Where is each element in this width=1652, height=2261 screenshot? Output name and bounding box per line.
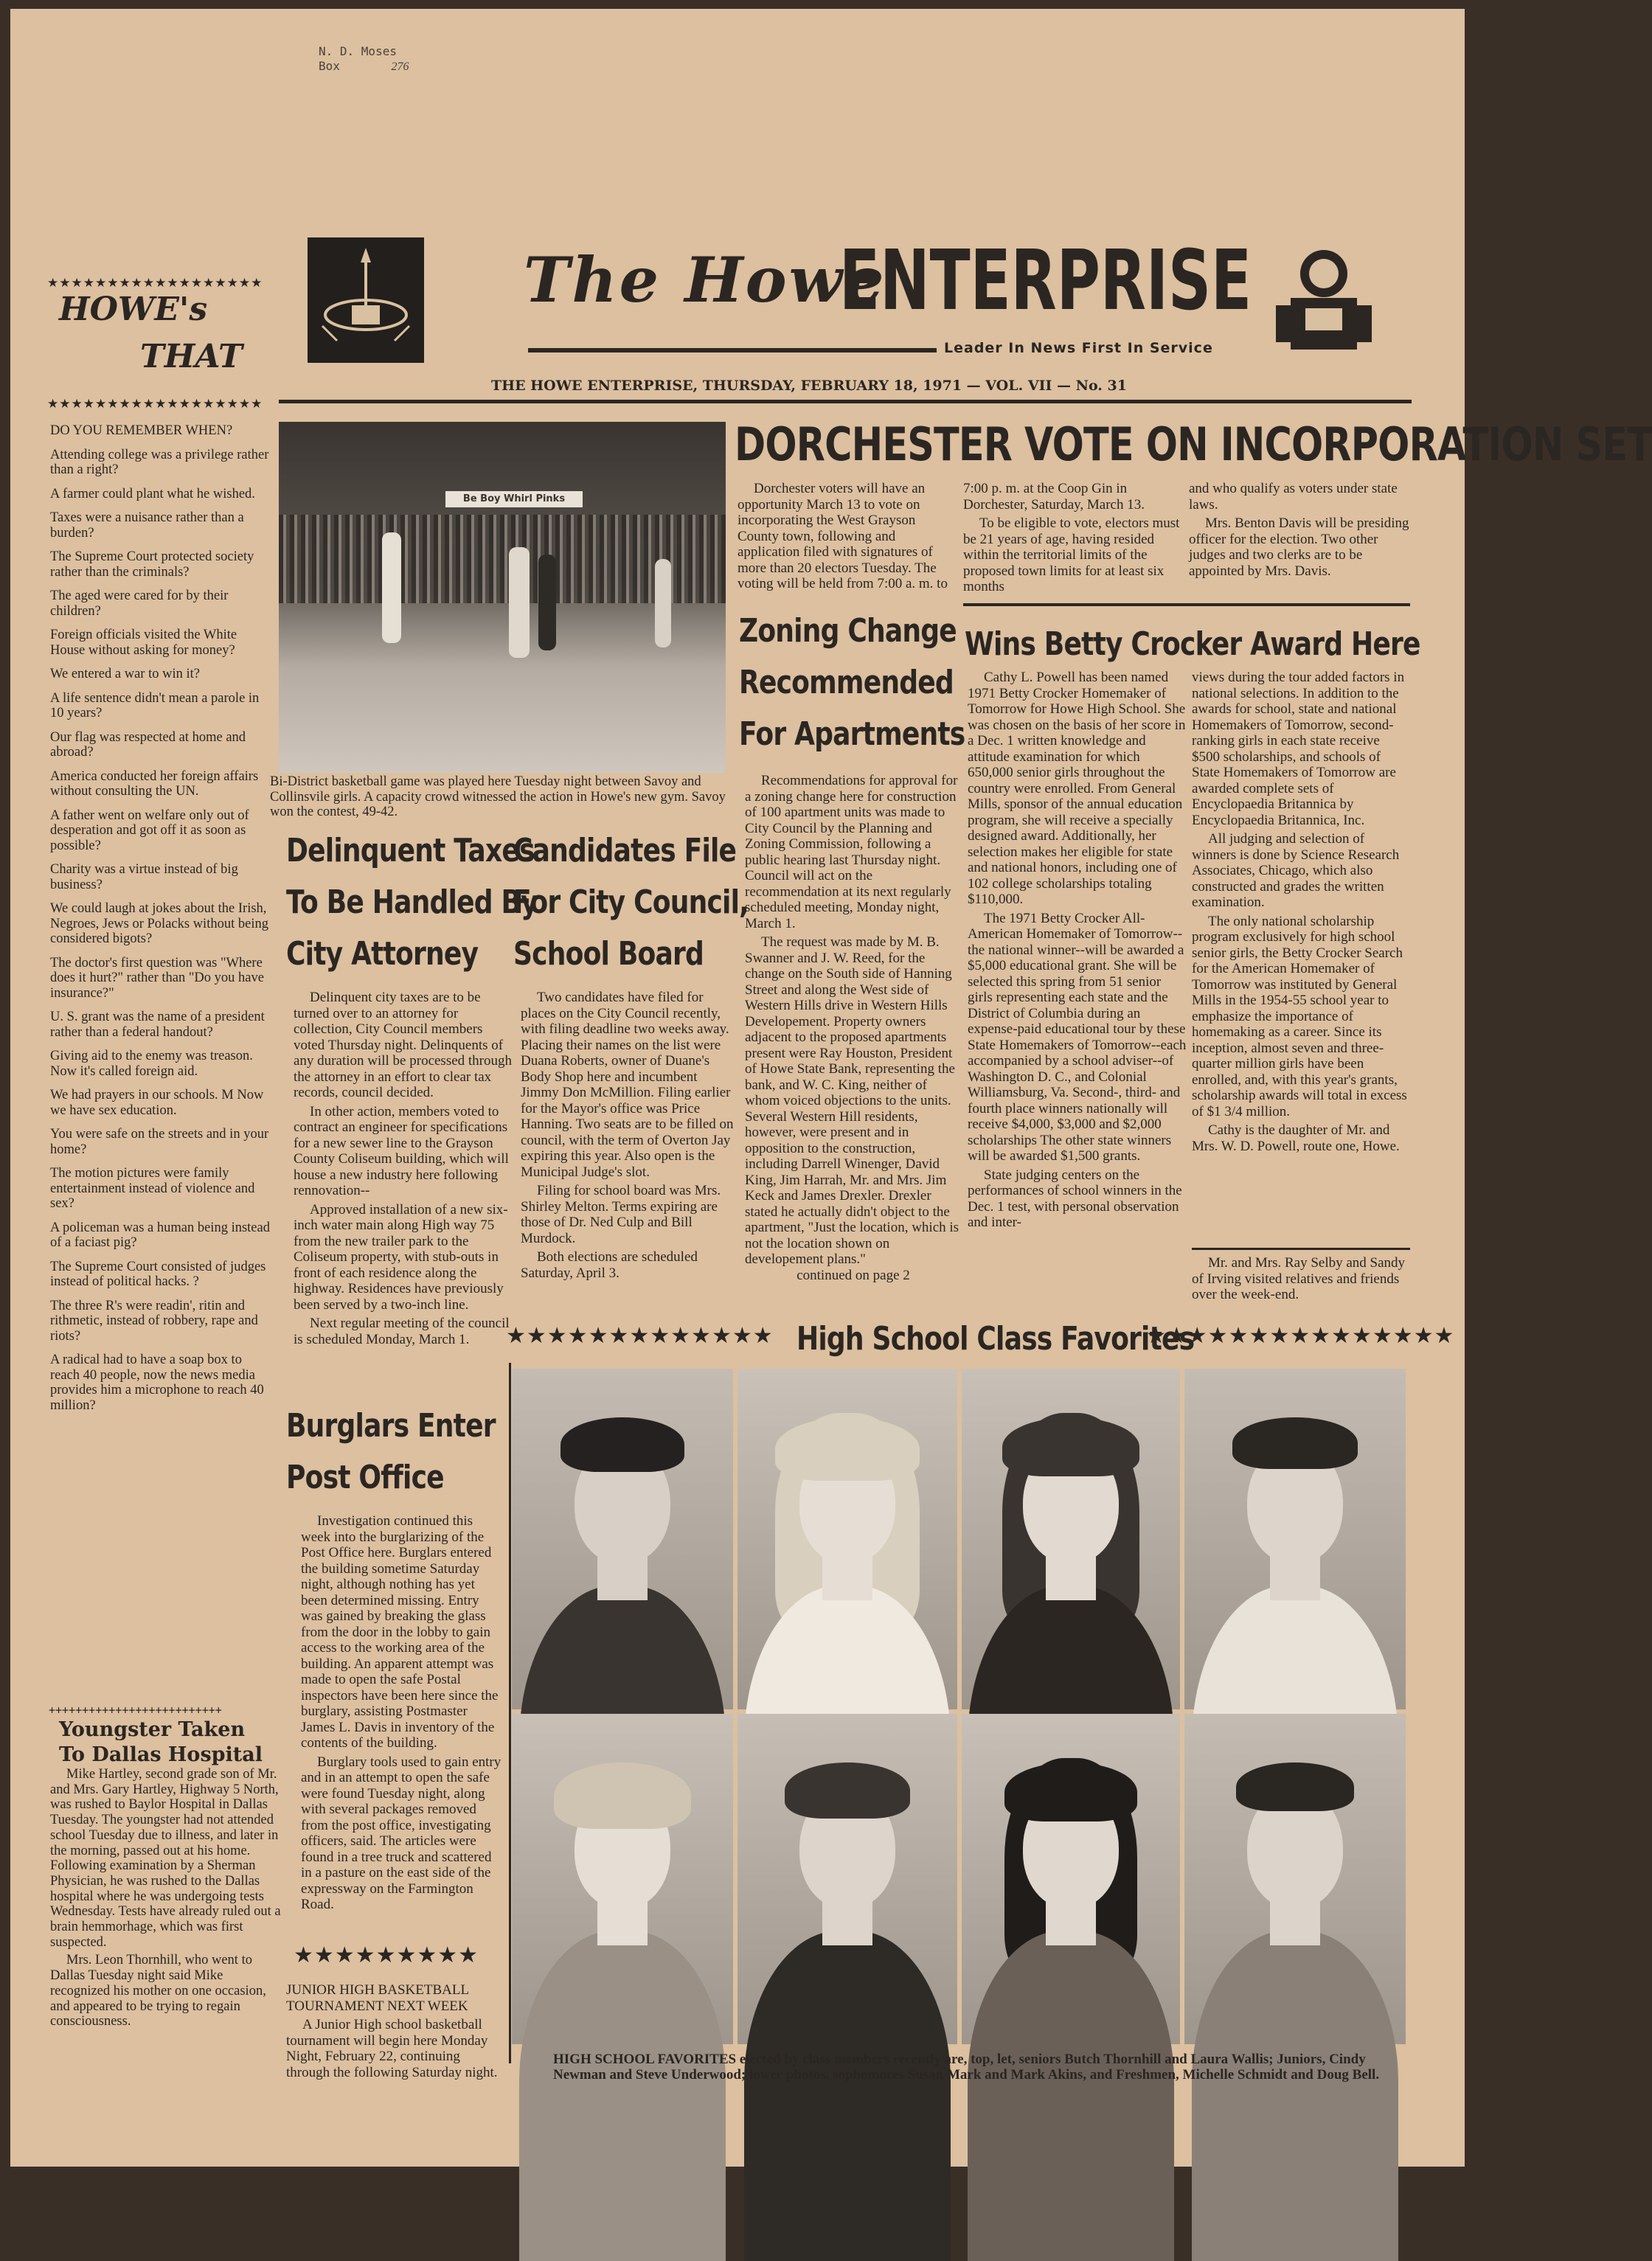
dorchester-bottom-rule (963, 603, 1410, 606)
class-favorite-portrait (738, 1714, 957, 2044)
candidates-headline3: School Board (513, 935, 704, 973)
candidates-paragraph-1: Two candidates have filed for places on the City Council recently, with filing deadline two weeks away. Placing their names on the list were Duana Roberts, owner of Duane's Body Shop here and incumbent Jimmy Don McMillion. Filing earlier for the Mayor's office was Price Hanning. Two seats are to be filled on council, with the term of Overton Jay expiring this year. Also open is the Municipal Judge's slot. (521, 990, 734, 1180)
howes-that-item: U. S. grant was the name of a president rather than a federal handout? (50, 1010, 265, 1040)
portrait-shirt (1192, 1931, 1398, 2261)
portrait-hair-top (1236, 1762, 1354, 1811)
howes-that-item: America conducted her foreign affairs without consulting the UN. (50, 768, 259, 799)
dorchester-col2-para2: To be eligible to vote, electors must be 21 years of age, having resided within the territorial limits of the proposed town limits for at least six months (963, 515, 1180, 594)
selby-note: Mr. and Mrs. Ray Selby and Sandy of Irving visited relatives and friends over the week-end. (1192, 1255, 1406, 1302)
masthead-logo-left (308, 237, 424, 363)
howes-that-item: We entered a war to win it? (50, 667, 200, 681)
junior-stars: ★★★★★★★★★ (294, 1942, 479, 1968)
dorchester-col3 (1189, 481, 1410, 582)
howes-that-item: A life sentence didn't mean a parole in 10 years? (50, 690, 260, 720)
dorchester-col1: Dorchester voters will have an opportunity March 13 to vote on incorporating the West Grayson County town, following and application filed with signatures of more than 20 electors Tuesday. The voting will be held from 7:00 a. m. to (738, 481, 948, 591)
candidates-headline1: Candidates File (513, 832, 737, 869)
burglars-body (301, 1513, 502, 1916)
favorites-stars-left: ★★★★★★★★★★★★★ (506, 1323, 774, 1349)
basketball-player-2 (509, 547, 530, 658)
archive-box-number: 276 (391, 60, 409, 73)
delinquent-headline3: City Attorney (286, 935, 479, 973)
howes-that-item: The doctor's first question was "Where does it hurt?" rather than "Do you have insurance?" (50, 955, 264, 1001)
burglars-headline2: Post Office (286, 1459, 444, 1496)
zoning-paragraph-2: The request was made by M. B. Swanner and J. W. Reed, for the change on the South side of Hanning Street and along the West side of Western Hills drive in Western Hills Developement. Property owners adjacent to the proposed apartments present were Ray Houston, President of Howe State Bank, representing the bank, and W. C. King, neither of whom voiced objections to the units. Several Western Hill residents, however, were present and in opposition to the construction, including Darrell Winenger, David King, Jim Harrah, Mr. and Mrs. Jim Keck and James Drexler. Drexler stated he actually didn't object to the apartment, "Just the location, which is not the location shown on developement plans." (745, 934, 959, 1267)
howes-that-item: You were safe on the streets and in your home? (50, 1127, 269, 1157)
portrait-hair-top (1232, 1417, 1358, 1469)
archive-label-line1: N. D. Moses (319, 44, 397, 58)
howes-that-item: The motion pictures were family entertainment instead of violence and sex? (50, 1166, 255, 1211)
dorchester-headline: DORCHESTER VOTE ON INCORPORATION SET (735, 417, 1652, 471)
portrait-shirt (519, 1931, 726, 2261)
howes-that-item: Attending college was a privilege rather than a right? (50, 447, 269, 477)
basketball-player-3 (538, 555, 556, 650)
crocker-headline: Wins Betty Crocker Award Here (965, 625, 1420, 663)
delinquent-paragraph-2: In other action, members voted to contract an engineer for specifications for a new sewer line to the Grayson County Coliseum building, which will house a new industry here following rennovation-- (294, 1103, 509, 1198)
masthead-rule (528, 348, 937, 352)
candidates-paragraph-3: Both elections are scheduled Saturday, April 3. (521, 1249, 698, 1281)
class-favorite-portrait (962, 1369, 1180, 1709)
youngster-body (50, 1767, 283, 2032)
portrait-shirt (968, 1931, 1174, 2261)
howes-that-item: Taxes were a nuisance rather than a burden? (50, 510, 244, 541)
crocker-col1-para2: The 1971 Betty Crocker All-American Homemaker of Tomorrow--the national winner--will be awarded a $5,000 educational grant. She will be selected this spring from 51 senior girls representing each state and the District of Columbia during an expense-paid educational tour by these State Homemakers of Tomorrow--each accompanied by a school adviser--of Washington D. C., and Colonial Williamsburg, Va. Second-, third- and fourth place winners nationally will receive $4,000, $3,000 and $2,000 scholarships The other state winners will be awarded $1,500 grants. (968, 910, 1187, 1164)
zoning-headline1: Zoning Change (739, 612, 957, 650)
burglars-paragraph-2: Burglary tools used to gain entry and in an attempt to open the safe were found Tuesday night, along with several packages removed from the post office, investigating officers, said. The articles were found in a tree truck and scattered in a pasture on the east side of the expressway on the Farmington Road. (301, 1754, 502, 1912)
howes-that-item: A farmer could plant what he wished. (50, 486, 255, 501)
portrait-hair-top (554, 1762, 691, 1829)
archive-label (319, 44, 409, 74)
howes-that-title1: HOWE's (59, 291, 208, 328)
crocker-bottom-rule (1192, 1248, 1410, 1250)
crocker-col1-para3: State judging centers on the performances of school winners in the Dec. 1 test, with personal observation and inter- (968, 1167, 1182, 1230)
howes-that-item: We could laugh at jokes about the Irish, Negroes, Jews or Polacks without being considered bigots? (50, 901, 268, 946)
masthead-title-block: ENTERPRISE (839, 233, 1252, 329)
delinquent-headline1: Delinquent Taxes (286, 832, 535, 869)
portrait-hair-top (775, 1417, 920, 1481)
masthead-tagline: Leader In News First In Service (944, 340, 1213, 356)
crocker-col1-para1: Cathy L. Powell has been named 1971 Betty Crocker Homemaker of Tomorrow for Howe High School. She was chosen on the basis of her score in a Dec. 1 written knowledge and attitude examination for which 650,000 senior girls throughout the country were enrolled. From General Mills, sponsor of the annual education program, she will receive a specially designed award. Additionally, her selection makes her eligible for state and national honors, including one of 102 college scholarships totaling $110,000. (968, 670, 1186, 907)
delinquent-paragraph-4: Next regular meeting of the council is scheduled Monday, March 1. (294, 1316, 510, 1347)
crocker-col2-para4: Cathy is the daughter of Mr. and Mrs. W. D. Powell, route one, Howe. (1192, 1122, 1400, 1154)
howes-that-divider: ++++++++++++++++++++++++++ (49, 1703, 222, 1717)
candidates-headline2: For City Council, (513, 883, 749, 921)
howes-that-item: Our flag was respected at home and abroad? (50, 729, 246, 760)
portrait-shirt (744, 1931, 951, 2261)
howes-that-list (50, 423, 270, 1422)
howes-that-item: We had prayers in our schools. M Now we have sex education. (50, 1088, 264, 1118)
howes-that-title2: THAT (140, 338, 243, 375)
masthead-logo-right (1268, 240, 1379, 358)
class-favorite-portrait (1184, 1714, 1406, 2044)
howes-that-item: The Supreme Court protected society rather than the criminals? (50, 549, 254, 580)
youngster-paragraph-1: Mike Hartley, second grade son of Mr. and Mrs. Gary Hartley, Highway 5 North, was rushed to Baylor Hospital in Dallas Tuesday. The youngster had not attended school Tuesday due to illness, and later in the morning, passed out at his home. Following examination by a Sherman Physician, he was rushed to the Dallas hospital where he was undergoing tests Wednesday. Tests have already ruled out a brain hemmorhage, which was first suspected. (50, 1767, 281, 1950)
howes-that-item: The three R's were readin', ritin and rithmetic, instead of robbery, rape and riots? (50, 1298, 258, 1344)
masthead-dateline: THE HOWE ENTERPRISE, THURSDAY, FEBRUARY 18, 1971 — VOL. VII — No. 31 (491, 378, 1127, 394)
basketball-photo (279, 422, 726, 773)
favorites-frame-left (509, 1363, 511, 2063)
space-station-icon (308, 237, 424, 363)
junior-title: JUNIOR HIGH BASKETBALL TOURNAMENT NEXT WEEK (286, 1982, 469, 2014)
portrait-hair-top (1004, 1762, 1137, 1821)
howes-that-intro: DO YOU REMEMBER WHEN? (50, 423, 233, 438)
delinquent-headline2: To Be Handled By (286, 883, 538, 921)
burglars-paragraph-1: Investigation continued this week into the burglarizing of the Post Office here. Burglars entered the building sometime Saturday night, although nothing has yet been determined missing. Entry was gained by breaking the glass from the door in the lobby to gain access to the working area of the building. An apparent attempt was made to open the safe Postal inspectors have been here since the burglary, assisting Postmaster James L. Davis in inventory of the contents of the building. (301, 1513, 499, 1751)
zoning-paragraph-1: Recommendations for approval for a zoning change here for construction of 100 apartment units was made to City Council by the Planning and Zoning Commission, following a public hearing last Thursday night. Council will act on the recommendation at its next regularly scheduled meeting, Monday night, March 1. (745, 773, 958, 931)
youngster-headline2: To Dallas Hospital (59, 1743, 263, 1766)
portrait-hair-top (785, 1762, 910, 1819)
youngster-paragraph-2: Mrs. Leon Thornhill, who went to Dallas Tuesday night said Mike recognized his mother on one occasion, and appeared to be trying to regain consciousness. (50, 1953, 266, 2029)
howes-that-item: A radical had to have a soap box to reach 40 people, now the news media provides him a microphone to reach 40 million? (50, 1352, 264, 1413)
crocker-col2 (1192, 670, 1410, 1157)
howes-that-item: A father went on welfare only out of desperation and got off it as soon as possible? (50, 808, 249, 853)
burglars-headline1: Burglars Enter (286, 1407, 496, 1445)
howes-that-item: The aged were cared for by their children? (50, 588, 229, 619)
zoning-headline2: Recommended (739, 664, 954, 701)
howes-that-item: The Supreme Court consisted of judges instead of political hacks. ? (50, 1259, 266, 1289)
favorites-title: High School Class Favorites (796, 1320, 1195, 1358)
howes-that-item: Charity was a virtue instead of big business? (50, 862, 238, 892)
basketball-banner: Be Boy Whirl Pinks (445, 491, 583, 507)
dorchester-col3-para2: Mrs. Benton Davis will be presiding officer for the election. Two other judges and two clerks are to be appointed by Mrs. Davis. (1189, 515, 1409, 579)
newspaper-page (10, 9, 1652, 2167)
archive-label-line2: Box (319, 59, 340, 73)
howes-that-stars-bottom: ★★★★★★★★★★★★★★★★★★ (47, 397, 263, 411)
class-favorite-portrait (1184, 1369, 1406, 1709)
candidates-body (521, 990, 736, 1284)
crocker-col2-para3: The only national scholarship program exclusively for high school senior girls, the Betty Crocker Search for the American Homemaker of Tomorrow was instituted by General Mills in the 1954-55 school year to emphasize the importance of homemaking as a career. Since its inception, almost seven and three-quarter million girls have been enrolled, and, with this year's grants, scholarship awards will total in excess of $1 3/4 million. (1192, 913, 1407, 1119)
portrait-hair-top (560, 1417, 684, 1472)
class-favorite-portrait (738, 1369, 957, 1709)
howes-that-stars-top: ★★★★★★★★★★★★★★★★★★ (47, 276, 263, 291)
favorites-caption: HIGH SCHOOL FAVORITES elected by class members recently are, top, let, seniors Butch Thornhill and Laura Wallis; Juniors, Cindy Newman and Steve Underwood; lower photos, sophomores Susan Mark and Mark Akins, and Freshmen, Michelle Schmidt and Doug Bell. (553, 2052, 1380, 2083)
astronaut-icon (1268, 240, 1379, 358)
masthead-dateline-rule (279, 400, 1412, 403)
crocker-col2-para2: All judging and selection of winners is done by Science Research Associates, Chicago, which also constructed and grades the written examination. (1192, 831, 1400, 910)
zoning-body (745, 773, 962, 1286)
howes-that-item: Foreign officials visited the White House without asking for money? (50, 628, 237, 658)
class-favorite-portrait (512, 1369, 733, 1709)
dorchester-col2 (963, 481, 1184, 598)
junior-body: A Junior High school basketball tournament will begin here Monday Night, February 22, continuing through the following Saturday night. (286, 2017, 498, 2080)
crocker-col1 (968, 670, 1189, 1234)
portrait-hair-top (1002, 1417, 1139, 1476)
class-favorite-portrait (512, 1714, 733, 2044)
delinquent-paragraph-3: Approved installation of a new six-inch water main along High way 75 from the new trailer park to the Coliseum property, with stub-outs in front of each residence along the highway. Residences have previously been served by a two-inch line. (294, 1201, 508, 1313)
dorchester-col2-para1: 7:00 p. m. at the Coop Gin in Dorchester, Saturday, March 13. (963, 481, 1145, 513)
candidates-paragraph-2: Filing for school board was Mrs. Shirley Melton. Terms expiring are those of Dr. Ned Culp and Bill Murdock. (521, 1183, 721, 1246)
youngster-headline1: Youngster Taken (59, 1718, 246, 1741)
zoning-continued: continued on page 2 (796, 1267, 910, 1283)
delinquent-body (294, 990, 513, 1350)
dorchester-col3-para1: and who qualify as voters under state laws. (1189, 481, 1398, 513)
class-favorite-portrait (962, 1714, 1180, 2044)
howes-that-item: Giving aid to the enemy was treason. Now it's called foreign aid. (50, 1049, 253, 1079)
crocker-col2-para1: views during the tour added factors in national selections. In addition to the awards for school, state and national Homemakers of Tomorrow, second-ranking girls in each state receive $500 scholarships, and schools of State Homemakers of Tomorrow are awarded complete sets of Encyclopaedia Britannica by Encyclopaedia Britannica, Inc. (1192, 670, 1405, 828)
basketball-player-4 (655, 559, 671, 647)
basketball-caption: Bi-District basketball game was played here Tuesday night between Savoy and Collinsvile girls. A capacity crowd witnessed the action in Howe's new gym. Savoy won the contest, 49-42. (270, 774, 726, 819)
favorites-stars-right: ★★★★★★★★★★★★★★★ (1146, 1323, 1455, 1349)
howes-that-item: A policeman was a human being instead of a faciast pig? (50, 1220, 270, 1250)
masthead-title-script: The Howe (524, 243, 886, 316)
junior-box (286, 1982, 500, 2083)
delinquent-paragraph-1: Delinquent city taxes are to be turned over to an attorney for collection, City Council members voted Thursday night. Delinquents of any duration will be processed through the attorney in an effort to clear tax records, council decided. (294, 990, 513, 1100)
zoning-headline3: For Apartments (739, 715, 965, 753)
basketball-player-1 (382, 532, 401, 643)
